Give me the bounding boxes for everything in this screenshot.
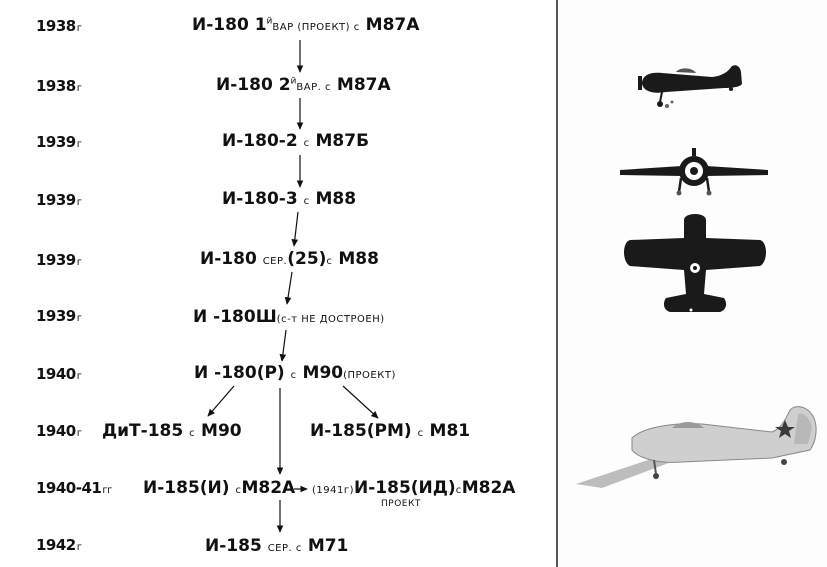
variant-node: И-180 СЕР.(25)с М88 <box>200 249 379 269</box>
plane-top-view-icon <box>620 210 770 320</box>
variant-node: И-180-2 с М87Б <box>222 131 370 151</box>
year-label: 1938г <box>36 17 82 35</box>
variant-node: И-180 $1^йВАР$ (ПРОЕКТ) с М87А <box>192 15 420 35</box>
plane-side-view-icon <box>636 62 752 112</box>
year-label: 1939г <box>36 251 82 269</box>
arrow-line <box>282 330 286 361</box>
year-label: 1939г <box>36 191 82 209</box>
year-label: 1940г <box>36 422 82 440</box>
variant-node: И-180 $2^йВАР$. с М87А <box>216 75 391 95</box>
variant-node: (1941г)И-185(ИД)сМ82А <box>312 478 516 498</box>
year-label: 1939г <box>36 307 82 325</box>
variant-node: И-185(РМ) с М81 <box>310 421 471 441</box>
variant-node: И -180(Р) с М90(ПРОЕКТ) <box>194 363 396 383</box>
variant-node: И-180-3 с М88 <box>222 189 357 209</box>
year-label: 1940г <box>36 365 82 383</box>
arrow-line <box>208 386 234 416</box>
year-label: 1938г <box>36 77 82 95</box>
arrow-line <box>287 272 292 304</box>
year-label: 1940-41гг <box>36 479 112 497</box>
arrow-line <box>343 386 378 418</box>
arrow-line <box>294 212 298 246</box>
variant-node: И-185 СЕР. с М71 <box>205 536 349 556</box>
year-label: 1939г <box>36 133 82 151</box>
year-label: 1942г <box>36 536 82 554</box>
plane-front-view-icon <box>618 146 770 196</box>
plane-photo-icon <box>572 398 824 490</box>
variant-node: И-185(И) сМ82А <box>143 478 296 498</box>
project-note: ПРОЕКТ <box>381 499 421 509</box>
variant-node: ДиТ-185 с М90 <box>102 421 242 441</box>
variant-node: И -180Ш(с-т НЕ ДОСТРОЕН) <box>193 307 385 327</box>
